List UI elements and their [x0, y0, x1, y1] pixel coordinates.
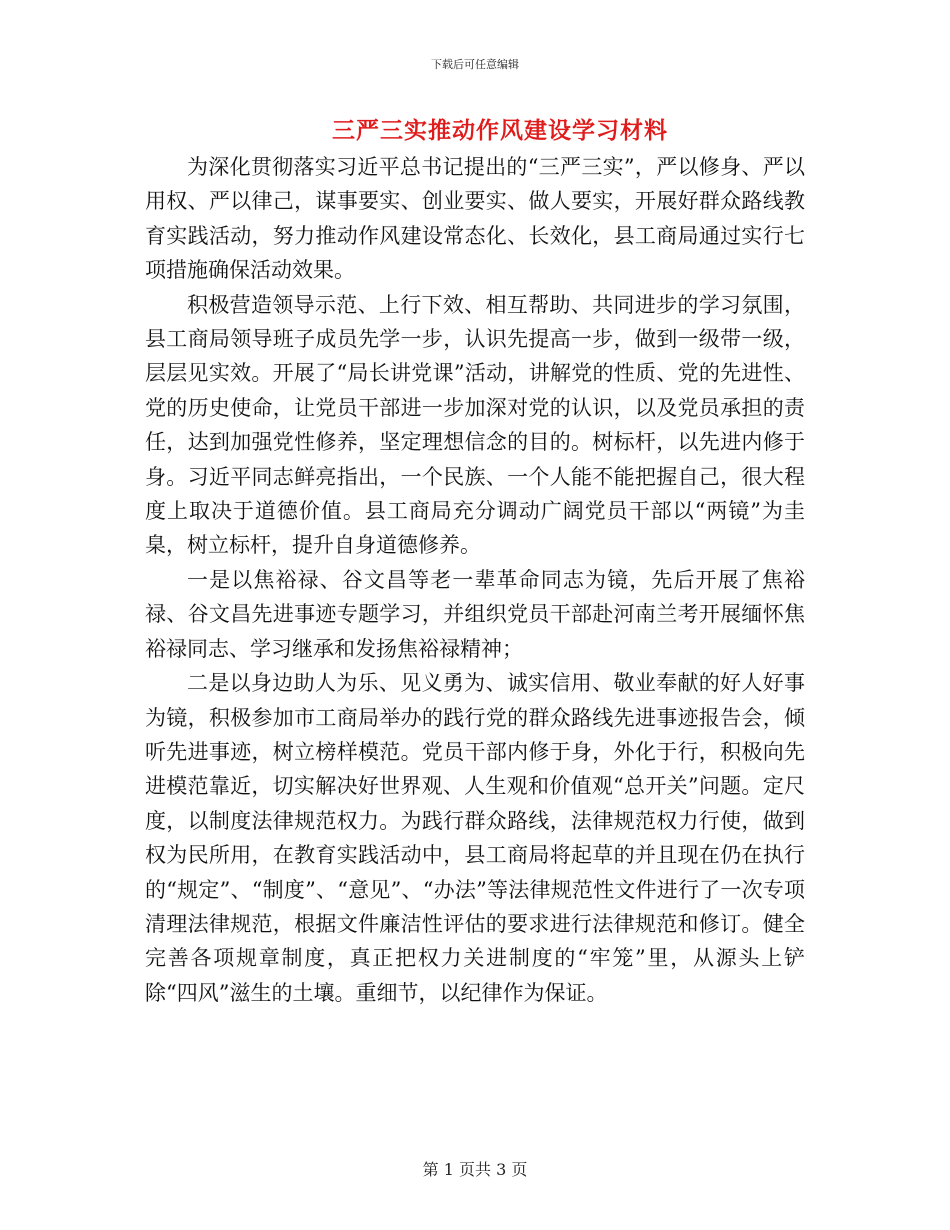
page-number: 第 1 页共 3 页	[422, 1160, 528, 1179]
document-title: 三严三实推动作风建设学习材料	[332, 117, 668, 144]
header-note: 下载后可任意编辑	[431, 58, 519, 71]
document-body	[145, 150, 805, 1010]
paragraph-first-example: 一是以焦裕禄、谷文昌等老一辈革命同志为镜，先后开展了焦裕禄、谷文昌先进事迹专题学习，并组织党员干部赴河南兰考开展缅怀焦裕禄同志、学习继承和发扬焦裕禄精神；	[145, 567, 805, 661]
paragraph-second-example: 二是以身边助人为乐、见义勇为、诚实信用、敬业奉献的好人好事为镜，积极参加市工商局举办的践行党的群众路线先进事迹报告会，倾听先进事迹，树立榜样模范。党员干部内修于身，外化于行，积极向先进模范靠近，切实解决好世界观、人生观和价值观“总开关”问题。定尺度，以制度法律规范权力。为践行群众路线，法律规范权力行使，做到权为民所用，在教育实践活动中，县工商局将起草的并且现在仍在执行的“规定”、“制度”、“意见”、“办法”等法律规范性文件进行了一次专项清理法律规范，根据文件廉洁性评估的要求进行法律规范和修订。健全完善各项规章制度，真正把权力关进制度的“牢笼”里，从源头上铲除“四风”滋生的土壤。重细节，以纪律作为保证。	[145, 671, 805, 1005]
paragraph-intro: 为深化贯彻落实习近平总书记提出的“三严三实”，严以修身、严以用权、严以律己，谋事要实、创业要实、做人要实，开展好群众路线教育实践活动，努力推动作风建设常态化、长效化，县工商局通过实行七项措施确保活动效果。	[145, 155, 805, 283]
paragraph-leadership: 积极营造领导示范、上行下效、相互帮助、共同进步的学习氛围，县工商局领导班子成员先学一步，认识先提高一步，做到一级带一级，层层见实效。开展了“局长讲党课”活动，讲解党的性质、党的先进性、党的历史使命，让党员干部进一步加深对党的认识，以及党员承担的责任，达到加强党性修养，坚定理想信念的目的。树标杆，以先进内修于身。习近平同志鲜亮指出，一个民族、一个人能不能把握自己，很大程度上取决于道德价值。县工商局充分调动广阔党员干部以“两镜”为圭臬，树立标杆，提升自身道德修养。	[145, 292, 805, 558]
